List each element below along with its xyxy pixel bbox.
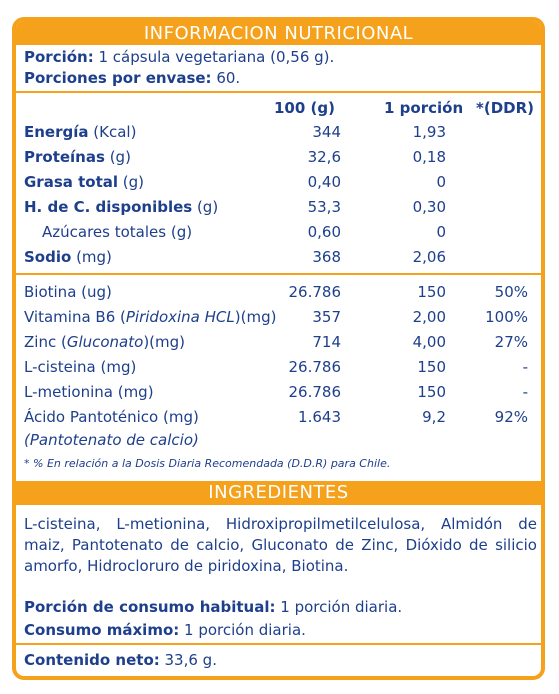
micro-value-per-portion: 150 [417,383,446,401]
macro-value-per100: 344 [312,123,341,141]
footnote: * % En relación a la Dosis Diaria Recomendada (D.D.R) para Chile. [24,457,391,470]
macro-row-label: Proteínas (g) [24,148,131,166]
micro-row-label: Ácido Pantoténico (mg) [24,408,199,426]
macro-value-per-portion: 1,93 [412,123,446,141]
ingredients-title: INGREDIENTES [16,481,541,505]
micro-value-per-portion: 150 [417,283,446,301]
maximum-consumption: Consumo máximo: 1 porción diaria. [24,621,306,639]
header-per100: 100 (g) [274,99,335,117]
macro-value-per-portion: 0 [436,223,446,241]
micro-value-per100: 357 [312,308,341,326]
micro-value-per-portion: 9,2 [422,408,446,426]
macro-value-per-portion: 0 [436,173,446,191]
micro-value-per-portion: 150 [417,358,446,376]
nutrition-label-panel [12,17,545,680]
macro-row-label: Sodio (mg) [24,248,112,266]
header-ddr: *(DDR) [476,99,535,117]
micro-row-label: Vitamina B6 (Piridoxina HCL)(mg) [24,308,277,326]
micro-row-label: L-metionina (mg) [24,383,154,401]
macro-row-label: H. de C. disponibles (g) [24,198,219,216]
micro-value-per100: 1.643 [298,408,341,426]
net-content: Contenido neto: 33,6 g. [24,651,217,669]
macro-value-per100: 0,60 [307,223,341,241]
servings-per-container: Porciones por envase: 60. [24,69,241,87]
micro-value-ddr: 27% [494,333,528,351]
micro-row-label: Zinc (Gluconato)(mg) [24,333,186,351]
macro-value-per100: 368 [312,248,341,266]
macro-row-label: Energía (Kcal) [24,123,137,141]
micro-value-per100: 714 [312,333,341,351]
macro-value-per100: 0,40 [307,173,341,191]
header-per-portion: 1 porción [384,99,464,117]
macro-value-per-portion: 0,18 [412,148,446,166]
ingredients-text: L-cisteina, L-metionina, Hidroxipropilmetilcelulosa, Almidón de maiz, Pantotenato de calcio, Gluconato de Zinc, Dióxido de silicio amorfo, Hidrocloruro de piridoxina, Biotina. [24,515,537,575]
divider [16,91,541,93]
micro-value-per100: 26.786 [288,383,341,401]
macro-value-per100: 53,3 [307,198,341,216]
micro-value-ddr: 100% [485,308,528,326]
habitual-consumption: Porción de consumo habitual: 1 porción diaria. [24,598,403,616]
macro-value-per-portion: 2,06 [412,248,446,266]
macro-value-per100: 32,6 [307,148,341,166]
micro-value-ddr: - [522,358,528,376]
macro-row-label: Azúcares totales (g) [42,223,193,241]
macro-value-per-portion: 0,30 [412,198,446,216]
macro-row-label: Grasa total (g) [24,173,145,191]
micro-row-label: Biotina (ug) [24,283,112,301]
micro-value-per100: 26.786 [288,283,341,301]
serving-size: Porción: 1 cápsula vegetariana (0,56 g). [24,48,335,66]
micro-value-per-portion: 2,00 [412,308,446,326]
micro-value-ddr: 50% [494,283,528,301]
micro-value-per-portion: 4,00 [412,333,446,351]
micro-value-ddr: - [522,383,528,401]
micro-value-per100: 26.786 [288,358,341,376]
micro-row-label: L-cisteina (mg) [24,358,137,376]
micro-subnote: (Pantotenato de calcio) [24,431,199,449]
micro-value-ddr: 92% [494,408,528,426]
divider [16,273,541,275]
nutrition-title: INFORMACION NUTRICIONAL [16,21,541,45]
divider [16,643,541,645]
